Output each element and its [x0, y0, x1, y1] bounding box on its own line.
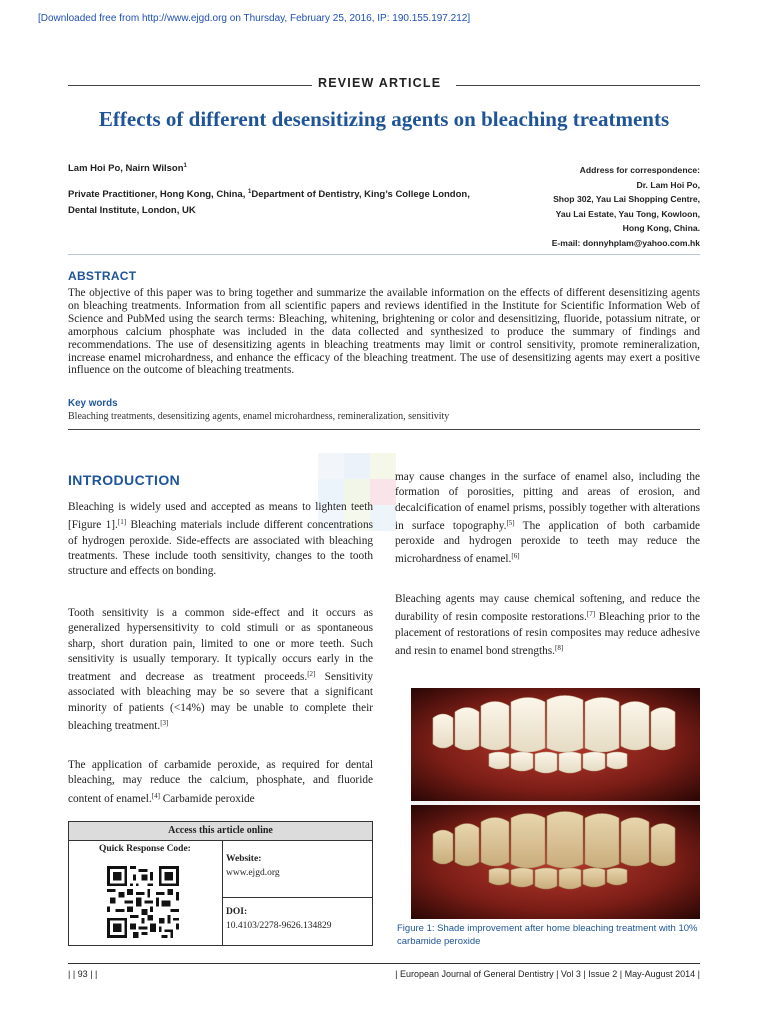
keywords-divider	[68, 429, 700, 430]
download-note: [Downloaded free from http://www.ejgd.org on Thursday, February 25, 2016, IP: 190.155.197.212]	[38, 13, 471, 24]
section-label: REVIEW ARTICLE	[318, 76, 442, 90]
access-box-divider-vertical	[222, 840, 223, 946]
citation-link[interactable]: [8]	[555, 643, 564, 652]
keywords-heading: Key words	[68, 398, 118, 409]
section-rule-left	[68, 85, 312, 86]
figure-caption: Figure 1: Shade improvement after home bleaching treatment with 10% carbamide peroxide	[397, 923, 698, 947]
section-rule-right	[456, 85, 700, 86]
qr-code-icon[interactable]	[107, 866, 179, 938]
correspondence-line: Hong Kong, China.	[622, 223, 700, 234]
affiliation-sup: 1	[248, 189, 252, 195]
text-run: Bleaching agents may cause chemical softening, and reduce the durability of resin composite restorations.	[395, 593, 700, 624]
text-run: Tooth sensitivity is a common side-effect and it occurs as generalized hypersensitivity to cold stimuli or as spontaneous sharp, short duration pain, limited to one or more teeth. Such sensitivity is usually temporary. It typically occurs early in the treatment and decrease as treatment proceeds.	[68, 607, 373, 684]
correspondence-line: Shop 302, Yau Lai Shopping Centre,	[553, 194, 700, 205]
citation-link[interactable]: [7]	[586, 610, 596, 619]
affiliation-part-1: Private Practitioner, Hong Kong, China,	[68, 189, 248, 201]
doi-label: DOI:	[226, 907, 248, 917]
text-run: The application of both carbamide peroxide and hydrogen peroxide to teeth may reduce the microhardness of enamel.	[395, 519, 700, 566]
abstract-text: The objective of this paper was to bring together and summarize the available information on the effects of different desensitizing agents on bleaching treatments. Information from all scientific papers and reviews identified in the Institute for Scientific Information Web of Science and PubMed using the search terms: Bleaching, whitening, brightening or color and desensitizing, fluoride, potassium nitrate, or amorphous calcium phosphate was included in the data collected and synthesized to produce the summary of findings and recommendations. The use of desensitizing agents in bleaching treatments may limit or control sensitivity, promote remineralization, increase enamel microhardness, and enhance the efficacy of the bleaching treatment. The use of desensitizing agents may exert a positive influence on the outcome of bleaching treatments.	[68, 287, 700, 377]
text-run: Bleaching materials include different concentrations of hydrogen peroxide. Side-effects are associated with bleaching treatments. These include tooth sensitivity, changes to the tooth structure and effects on bonding.	[68, 519, 373, 578]
affiliation-part-2: Department of Dentistry, King’s College London,	[251, 189, 470, 201]
citation-link[interactable]: [3]	[160, 719, 169, 728]
correspondence-line: Dr. Lam Hoi Po,	[636, 179, 700, 190]
correspondence-address	[552, 163, 700, 251]
figure-1-teeth-photo	[411, 688, 700, 919]
introduction-heading: INTRODUCTION	[68, 472, 181, 488]
abstract-heading: ABSTRACT	[68, 269, 137, 283]
doi-link[interactable]: 10.4103/2278-9626.134829	[226, 921, 332, 931]
intro-paragraph-3	[68, 758, 373, 807]
access-box-title: Access this article online	[69, 822, 372, 841]
article-title: Effects of different desensitizing agents on bleaching treatments	[98, 107, 670, 131]
page-number: | | 93 | |	[68, 969, 98, 979]
correspondence-label: Address for correspondence:	[579, 165, 700, 175]
qr-label: Quick Response Code:	[99, 844, 191, 854]
website-link[interactable]: www.ejgd.org	[226, 868, 280, 878]
citation-link[interactable]: [4]	[151, 791, 160, 800]
text-run: The application of carbamide peroxide, as required for dental bleaching, may reduce the calcium, phosphate, and fluoride content of enamel.	[68, 759, 373, 805]
citation-link[interactable]: [2]	[307, 670, 316, 679]
keywords-text: Bleaching treatments, desensitizing agents, enamel microhardness, remineralization, sensitivity	[68, 411, 450, 422]
col2-paragraph-2	[395, 592, 700, 659]
correspondence-email[interactable]: E-mail: donnyhplam@yahoo.com.hk	[551, 237, 700, 248]
citation-link[interactable]: [6]	[511, 552, 520, 561]
affiliations	[68, 185, 498, 218]
citation-link[interactable]: [5]	[506, 518, 515, 527]
website-label: Website:	[226, 854, 262, 864]
abstract-divider	[68, 254, 700, 255]
author-sup: 1	[183, 163, 187, 169]
text-run: Sensitivity associated with bleaching may be so severe that a significant minority of patients (<14%) may be unable to complete their bleaching treatment.	[68, 671, 373, 733]
intro-paragraph-2	[68, 606, 373, 734]
text-run: Bleaching prior to the placement of restorations of resin composites may reduce adhesive and resin to enamel bond strengths.	[395, 611, 700, 657]
text-run: Carbamide peroxide	[159, 792, 255, 805]
journal-info: | European Journal of General Dentistry | Vol 3 | Issue 2 | May-August 2014 |	[395, 969, 700, 979]
access-box-divider-horizontal	[222, 897, 373, 898]
correspondence-line: Yau Lai Estate, Yau Tong, Kowloon,	[555, 208, 700, 219]
author-names: Lam Hoi Po, Nairn Wilson	[68, 163, 184, 175]
intro-paragraph-1	[68, 500, 373, 579]
text-run: Bleaching is widely used and accepted as means to lighten teeth [Figure 1].	[68, 501, 373, 532]
footer-divider	[68, 963, 700, 964]
authors	[68, 163, 187, 174]
affiliation-part-3: Dental Institute, London, UK	[68, 204, 196, 216]
text-run: may cause changes in the surface of enamel also, including the formation of porosities, pitting and areas of erosion, and decalcification of enamel prisms, possibly together with alterations in surface topography.	[395, 471, 700, 532]
access-article-box	[68, 821, 373, 946]
citation-link[interactable]: [1]	[117, 518, 127, 527]
col2-paragraph-1	[395, 470, 700, 568]
